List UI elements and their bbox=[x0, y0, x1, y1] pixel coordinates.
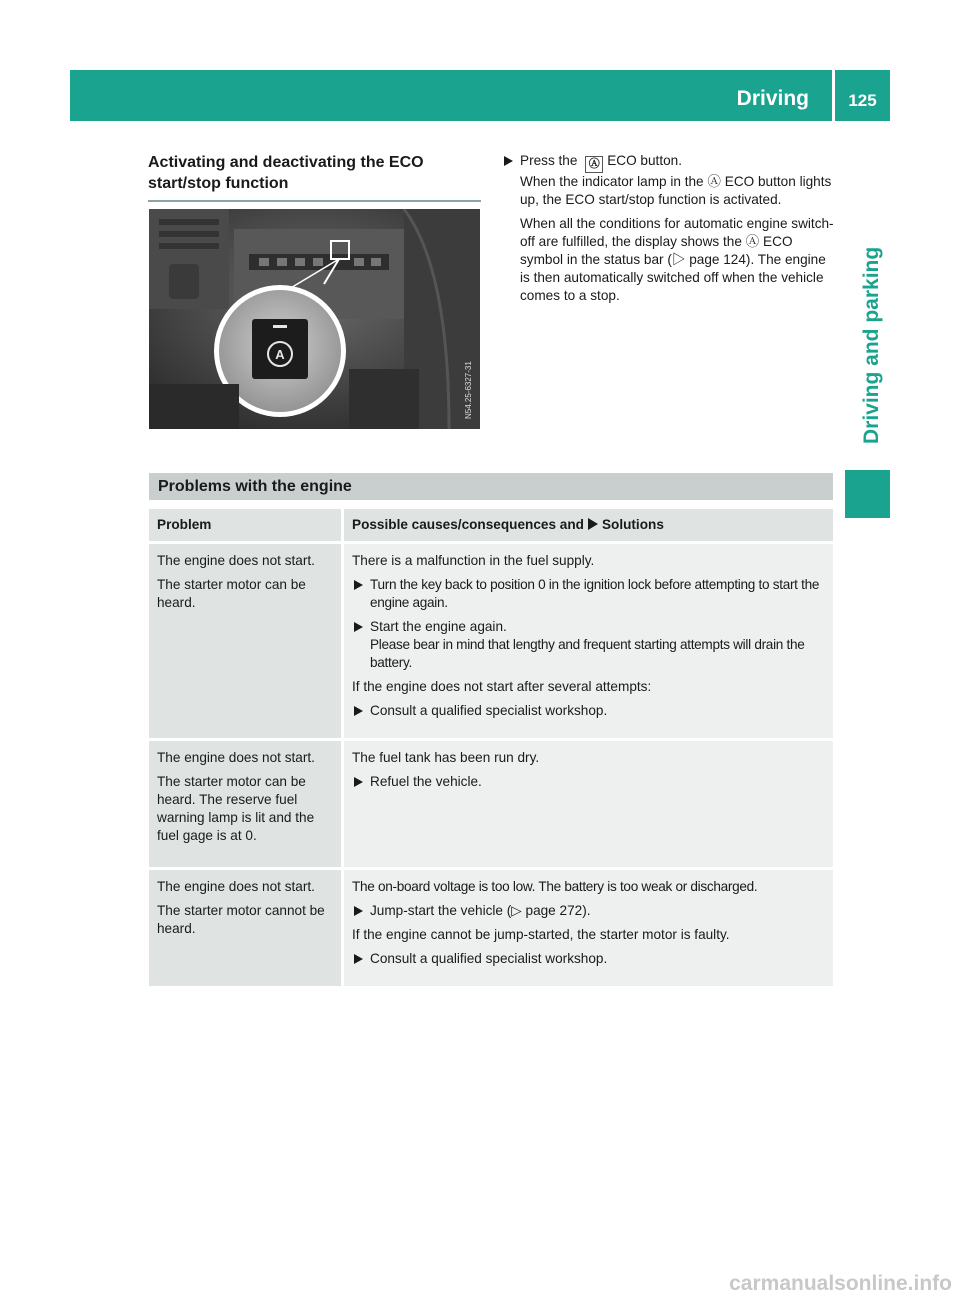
table-row bbox=[149, 741, 833, 870]
image-code: N54.25-6327-31 bbox=[464, 361, 473, 419]
cause-text: The fuel tank has been run dry. bbox=[352, 750, 540, 765]
cause-text: There is a malfunction in the fuel supply. bbox=[352, 553, 595, 568]
step-text: Press the bbox=[520, 153, 578, 168]
svg-text:A: A bbox=[275, 347, 285, 362]
side-chapter-label: Driving and parking bbox=[860, 246, 883, 444]
solution-step bbox=[352, 702, 825, 720]
step-arrow-icon bbox=[354, 777, 363, 787]
solution-step bbox=[352, 773, 825, 791]
solution-step bbox=[352, 902, 825, 920]
step-text: Start the engine again. bbox=[370, 619, 507, 634]
column-header-text: Possible causes/consequences and bbox=[352, 517, 584, 532]
column-header-problem: Problem bbox=[149, 509, 344, 544]
table-header-row bbox=[149, 509, 833, 544]
problems-table bbox=[149, 509, 833, 989]
problems-heading-text: Problems with the engine bbox=[158, 478, 352, 495]
problems-heading bbox=[149, 473, 833, 500]
dashboard-illustration bbox=[149, 209, 480, 429]
column-header-solutions bbox=[344, 509, 833, 544]
solution-cell bbox=[344, 870, 833, 989]
step-arrow-icon bbox=[354, 622, 363, 632]
problem-text: The engine does not start. bbox=[157, 553, 315, 568]
eco-section-title: Activating and deactivating the ECO start/stop function bbox=[148, 154, 424, 192]
step-arrow-icon bbox=[354, 706, 363, 716]
step-text: Consult a qualified specialist workshop. bbox=[370, 703, 608, 718]
step-note: Please bear in mind that lengthy and frequent starting attempts will drain the battery. bbox=[370, 637, 805, 670]
problem-text: The starter motor cannot be heard. bbox=[157, 903, 325, 936]
problem-text: The engine does not start. bbox=[157, 750, 315, 765]
solution-cell bbox=[344, 741, 833, 870]
step-text: ECO button. bbox=[607, 153, 683, 168]
section-divider bbox=[148, 200, 481, 202]
problem-text: The starter motor can be heard. bbox=[157, 577, 306, 610]
step-arrow-icon bbox=[354, 580, 363, 590]
step-arrow-icon bbox=[504, 156, 513, 166]
condition-text: If the engine does not start after several attempts: bbox=[352, 679, 652, 694]
eco-step bbox=[502, 152, 834, 173]
page-header bbox=[70, 70, 890, 121]
step-text: Refuel the vehicle. bbox=[370, 774, 482, 789]
solution-cell bbox=[344, 544, 833, 741]
eco-note-activated: When the indicator lamp in the Ⓐ ECO button lights up, the ECO start/stop function is activated. bbox=[520, 174, 832, 207]
problem-text: The starter motor can be heard. The reserve fuel warning lamp is lit and the fuel gage is at 0. bbox=[157, 774, 315, 843]
column-header-text: Solutions bbox=[601, 517, 664, 532]
eco-button-icon: Ⓐ bbox=[585, 156, 603, 173]
problem-cell bbox=[149, 544, 344, 741]
side-chapter-tab bbox=[845, 246, 883, 450]
problem-text: The engine does not start. bbox=[157, 879, 315, 894]
problem-cell bbox=[149, 870, 344, 989]
eco-note-switch-off: When all the conditions for automatic engine switch-off are fulfilled, the display shows the Ⓐ ECO symbol in the status bar (▷ page 124). The engine is then automatically switched off when the vehicle comes to a stop. bbox=[520, 216, 834, 303]
table-row bbox=[149, 544, 833, 741]
step-text: Turn the key back to position 0 in the ignition lock before attempting to start the engine again. bbox=[370, 577, 820, 610]
solution-step bbox=[352, 618, 825, 636]
eco-instructions bbox=[502, 152, 834, 305]
step-arrow-icon bbox=[354, 954, 363, 964]
side-chapter-block bbox=[845, 470, 890, 518]
step-text: Jump-start the vehicle (▷ page 272). bbox=[370, 903, 591, 918]
cause-text: The on-board voltage is too low. The battery is too weak or discharged. bbox=[352, 879, 758, 894]
condition-text: If the engine cannot be jump-started, the starter motor is faulty. bbox=[352, 927, 730, 942]
problem-cell bbox=[149, 741, 344, 870]
solutions-arrow-icon bbox=[588, 518, 598, 530]
page-number: 125 bbox=[848, 91, 877, 110]
footer-watermark: carmanualsonline.info bbox=[729, 1272, 952, 1295]
eco-button-photo bbox=[149, 209, 480, 429]
step-text: Consult a qualified specialist workshop. bbox=[370, 951, 608, 966]
solution-step bbox=[352, 576, 825, 612]
table-row bbox=[149, 870, 833, 989]
header-section-title: Driving bbox=[736, 87, 809, 110]
solution-step bbox=[352, 950, 825, 968]
step-arrow-icon bbox=[354, 906, 363, 916]
